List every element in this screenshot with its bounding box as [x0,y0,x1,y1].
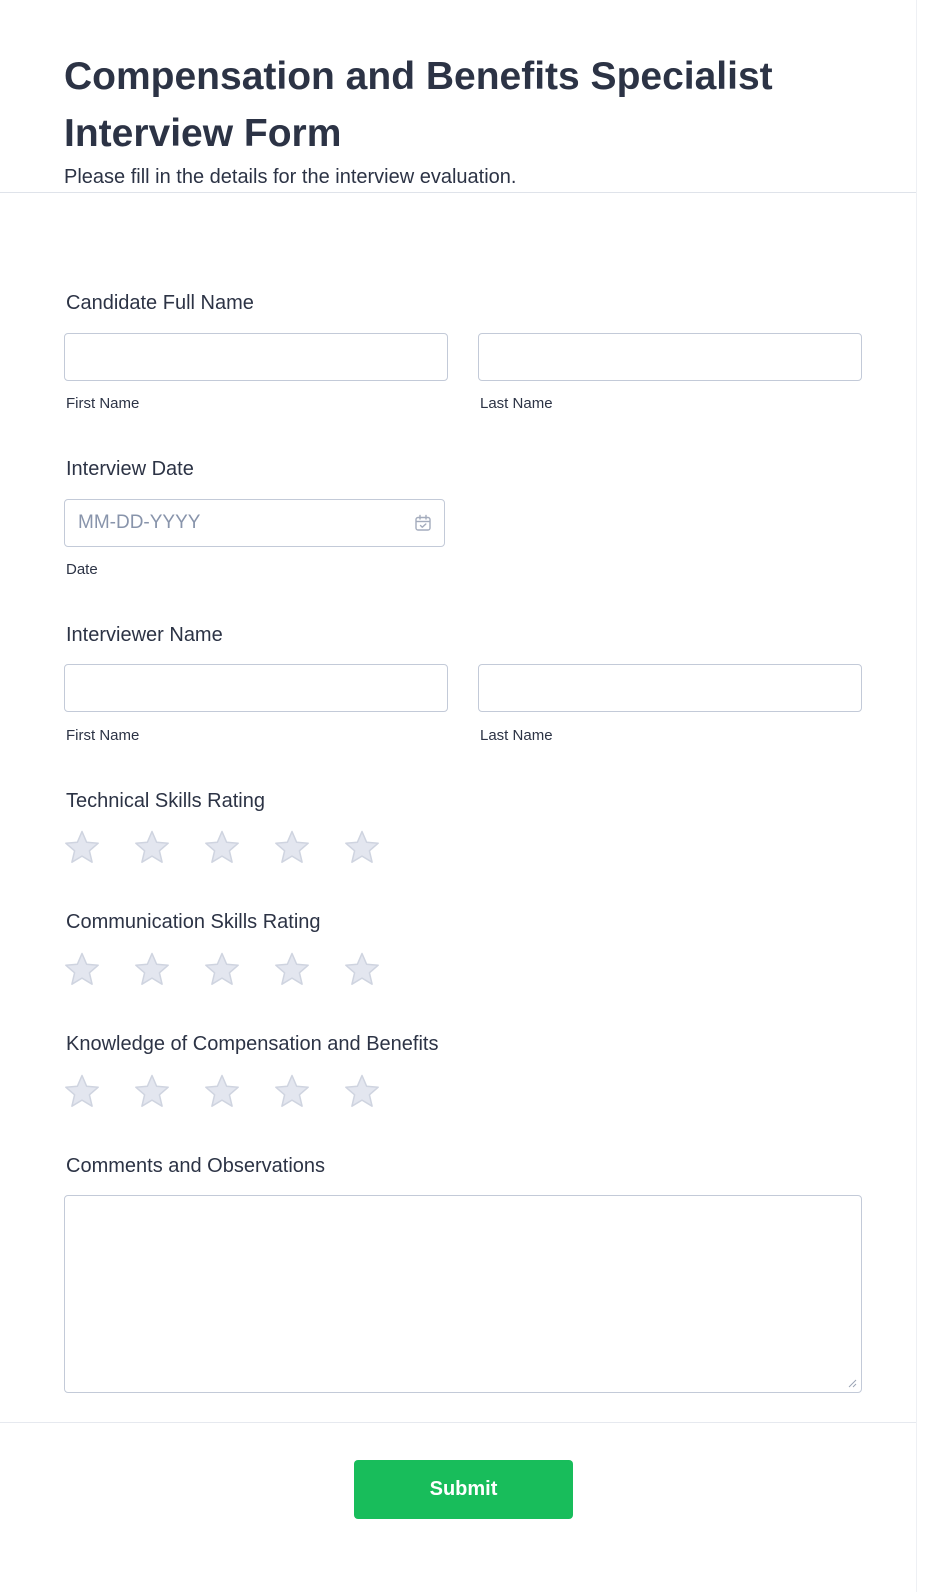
star-icon[interactable] [202,1072,242,1112]
candidate-first-name-input[interactable] [64,333,448,381]
interview-date-label: Interview Date [66,458,194,480]
star-icon[interactable] [202,828,242,868]
date-sublabel: Date [66,561,98,578]
star-icon[interactable] [272,828,312,868]
star-icon[interactable] [132,1072,172,1112]
knowledge-rating-stars [62,1072,382,1112]
candidate-name-label: Candidate Full Name [66,292,254,314]
star-icon[interactable] [62,828,102,868]
footer-divider [0,1422,916,1423]
interviewer-name-label: Interviewer Name [66,624,223,646]
star-icon[interactable] [342,1072,382,1112]
star-icon[interactable] [272,1072,312,1112]
comments-textarea[interactable] [64,1195,862,1393]
candidate-last-name-input[interactable] [478,333,862,381]
candidate-last-name-sublabel: Last Name [480,395,553,412]
star-icon[interactable] [342,828,382,868]
technical-rating-stars [62,828,382,868]
interviewer-last-name-sublabel: Last Name [480,727,553,744]
interviewer-last-name-input[interactable] [478,664,862,712]
resize-handle-icon[interactable] [847,1378,857,1388]
interviewer-first-name-input[interactable] [64,664,448,712]
candidate-first-name-sublabel: First Name [66,395,140,412]
interviewer-first-name-sublabel: First Name [66,727,140,744]
form-title: Compensation and Benefits Specialist Interview Form [64,55,773,155]
knowledge-rating-label: Knowledge of Compensation and Benefits [66,1033,439,1055]
calendar-icon[interactable] [414,514,432,532]
star-icon[interactable] [62,950,102,990]
date-placeholder: MM-DD-YYYY [78,512,201,533]
form-subtitle: Please fill in the details for the interview evaluation. [64,166,517,188]
communication-rating-stars [62,950,382,990]
interview-date-input[interactable] [64,499,445,547]
star-icon[interactable] [342,950,382,990]
star-icon[interactable] [202,950,242,990]
communication-rating-label: Communication Skills Rating [66,911,321,933]
star-icon[interactable] [132,828,172,868]
star-icon[interactable] [132,950,172,990]
technical-rating-label: Technical Skills Rating [66,790,265,812]
comments-label: Comments and Observations [66,1155,326,1177]
submit-button[interactable]: Submit [354,1460,573,1519]
form-header [0,0,916,193]
star-icon[interactable] [272,950,312,990]
star-icon[interactable] [62,1072,102,1112]
